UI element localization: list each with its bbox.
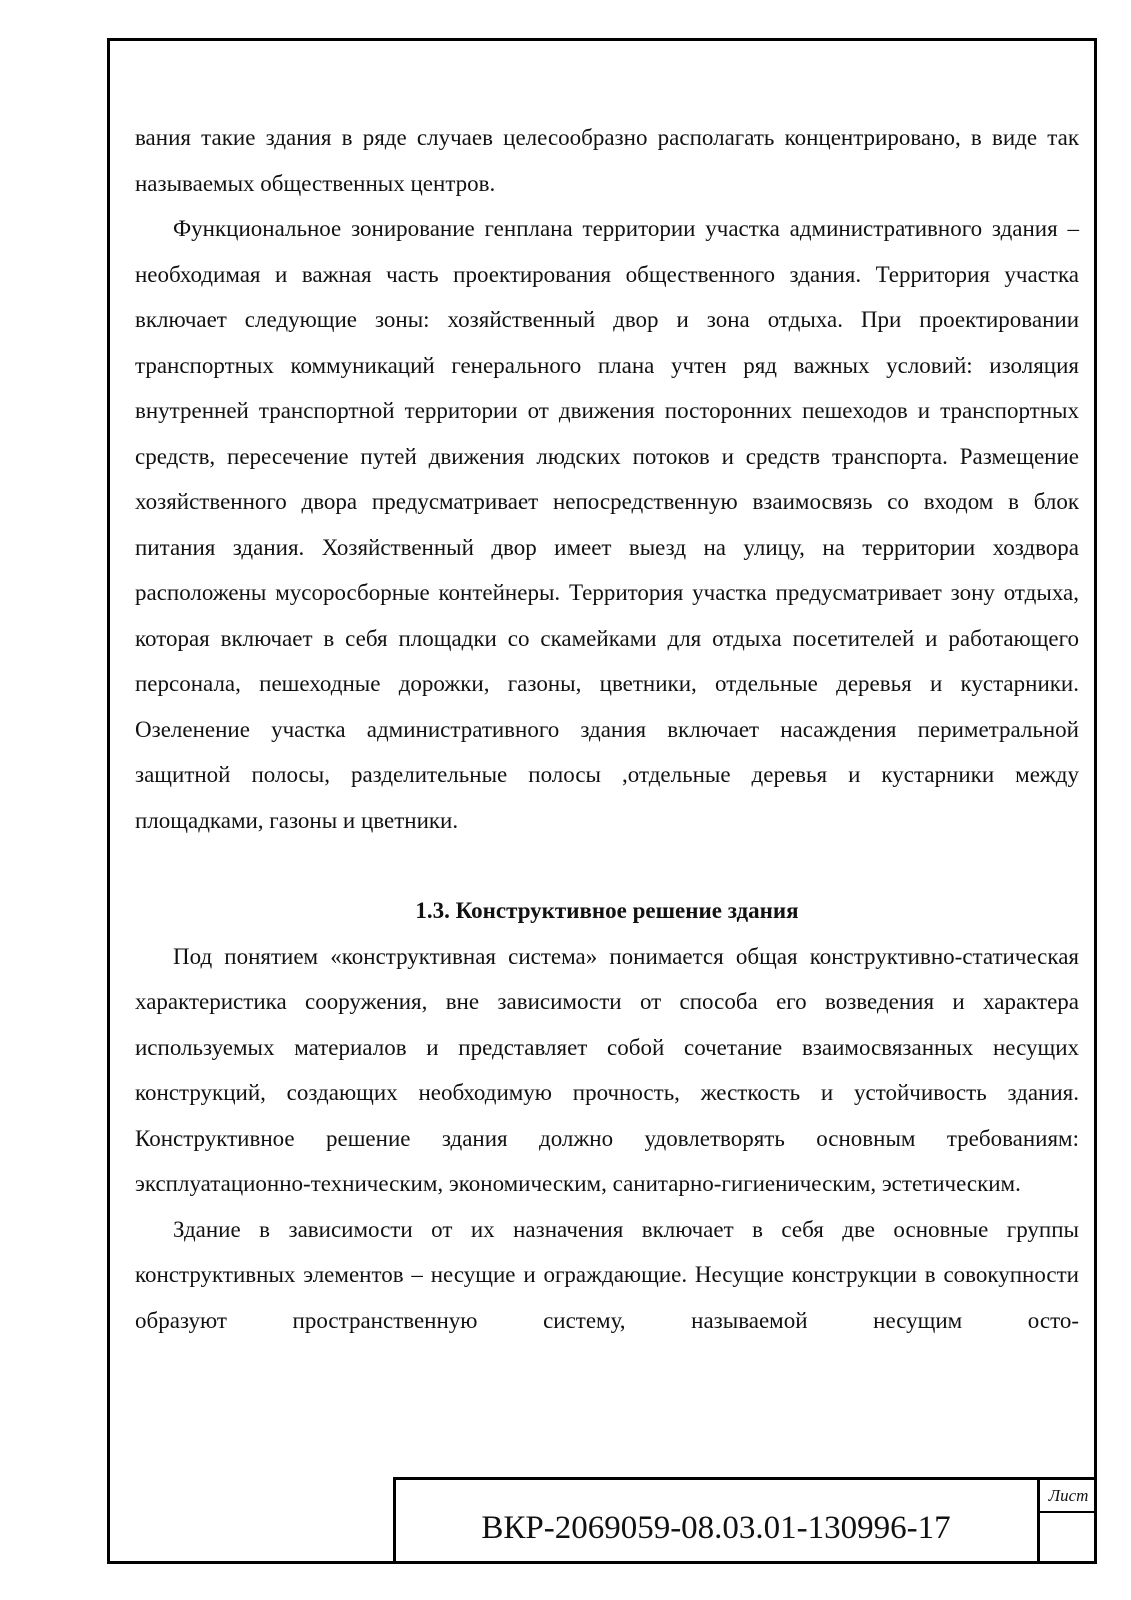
paragraph-zoning: Функциональное зонирование генплана территории участка административного здания – необходимая и важная часть проектирования общественного здания. Территория участка включает следующие зоны: хозяйственный двор и зона отдыха. При проектировании транспортных коммуникаций генерального плана учтен ряд важных условий: изоляция внутренней транспортной территории от движения посторонних пешеходов и транспортных средств, пересечение путей движения людских потоков и средств транспорта. Размещение хозяйственного двора предусматривает непосредственную взаимосвязь со входом в блок питания здания. Хозяйственный двор имеет выезд на улицу, на территории хоздвора расположены мусоросборные контейнеры. Территория участка предусматривает зону отдыха, которая включает в себя площадки со скамейками для отдыха посетителей и работающего персонала, пешеходные дорожки, газоны, цветники, отдельные деревья и кустарники. Озеленение участка административного здания включает насаждения периметральной защитной полосы, разделительные полосы ,отдельные деревья и кустарники между площадками, газоны и цветники. [135, 216, 1079, 833]
sheet-cell [1037, 1480, 1097, 1564]
section-spacer [135, 843, 1079, 888]
sheet-number [1040, 1513, 1097, 1561]
document-body [135, 115, 1079, 1343]
sheet-label: Лист [1040, 1480, 1097, 1513]
paragraph-structural-elements: Здание в зависимости от их назначения включает в себя две основные группы конструктивных элементов – несущие и ограждающие. Несущие конструкции в совокупности образуют пространственную систему, называемой несущим осто- [135, 1216, 1079, 1333]
paragraph-continuation: вания такие здания в ряде случаев целесообразно располагать концентрировано, в виде так называемых общественных центров. [135, 125, 1079, 196]
section-heading: 1.3. Конструктивное решение здания [415, 898, 799, 923]
paragraph-structural-system: Под понятием «конструктивная система» понимается общая конструктивно-статическая характеристика сооружения, вне зависимости от способа его возведения и характера используемых материалов и представляет собой сочетание взаимосвязанных несущих конструкций, создающих необходимую прочность, жесткость и устойчивость здания. Конструктивное решение здания должно удовлетворять основным требованиям: эксплуатационно-техническим, экономическим, санитарно-гигиеническим, эстетическим. [135, 943, 1079, 1196]
document-code: ВКР-2069059-08.03.01-130996-17 [481, 1509, 951, 1546]
title-block [393, 1477, 1097, 1564]
